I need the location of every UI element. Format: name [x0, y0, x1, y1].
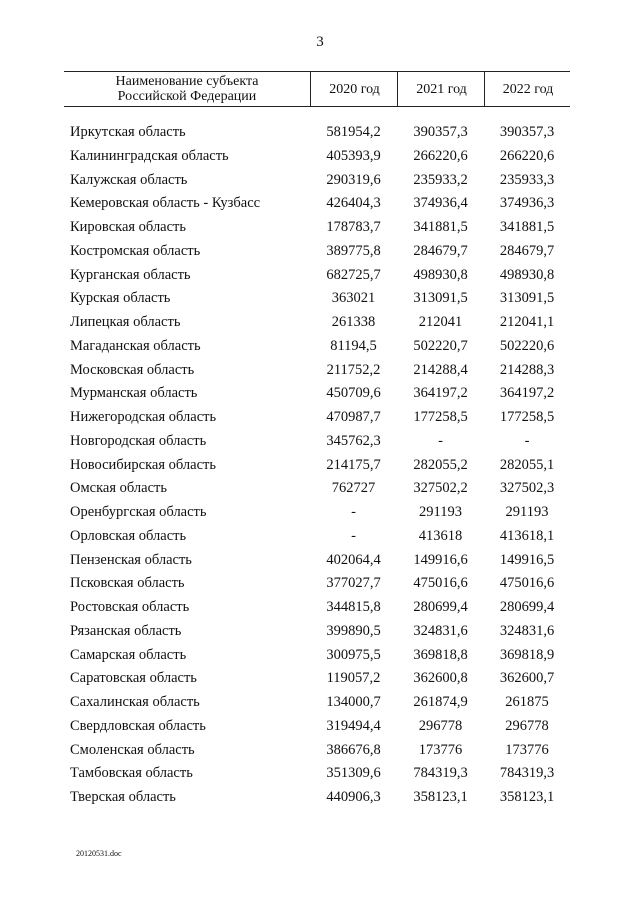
- row-value-2022: 324831,6: [499, 622, 555, 639]
- row-value-2020: 450709,6: [326, 385, 381, 402]
- row-value-2022: 173776: [505, 741, 549, 758]
- row-subject-name: Оренбургская область: [70, 504, 207, 520]
- table-row: [64, 240, 570, 264]
- row-value-2021: 364197,2: [413, 385, 468, 402]
- page-number: 3: [316, 34, 324, 50]
- row-value-2021: 284679,7: [413, 242, 468, 259]
- row-value-2022: 235933,3: [499, 171, 555, 188]
- table-row: [64, 525, 570, 549]
- row-value-2020: 134000,7: [326, 694, 381, 710]
- row-value-2021: 266220,6: [413, 147, 468, 164]
- row-value-2020: -: [351, 504, 356, 520]
- row-value-2021: 149916,6: [413, 551, 468, 568]
- row-subject-name: Костромская область: [70, 242, 201, 259]
- row-value-2022: 280699,4: [499, 599, 555, 615]
- row-subject-name: Новгородская область: [70, 432, 207, 449]
- row-value-2020: 377027,7: [326, 575, 381, 592]
- footer-filename: 20120531.doc: [76, 849, 122, 858]
- row-value-2020: -: [351, 527, 356, 544]
- row-subject-name: Сахалинская область: [70, 694, 200, 710]
- row-subject-name: Самарская область: [70, 646, 187, 663]
- row-value-2020: 214175,7: [326, 456, 381, 473]
- row-subject-name: Пензенская область: [70, 551, 192, 568]
- row-value-2021: 369818,8: [413, 646, 468, 663]
- row-value-2022: 413618,1: [499, 527, 555, 544]
- row-value-2021: 313091,5: [413, 290, 468, 307]
- row-subject-name: Липецкая область: [70, 314, 181, 330]
- row-value-2021: 784319,3: [413, 765, 468, 782]
- row-value-2021: 498930,8: [413, 266, 468, 283]
- row-value-2021: 358123,1: [413, 789, 468, 805]
- table-row: [64, 620, 570, 644]
- row-value-2022: 266220,6: [499, 147, 555, 164]
- row-value-2020: 211752,2: [326, 361, 381, 378]
- table-row: [64, 145, 570, 169]
- table-row: [64, 644, 570, 668]
- row-value-2022: 149916,5: [499, 551, 555, 568]
- table-row: [64, 667, 570, 691]
- row-value-2020: 386676,8: [326, 741, 381, 758]
- table-row: [64, 264, 570, 288]
- table-header: [64, 71, 570, 107]
- table-row: [64, 477, 570, 501]
- row-value-2021: 173776: [418, 741, 463, 758]
- table-row: [64, 501, 570, 525]
- row-value-2022: 358123,1: [499, 789, 555, 805]
- row-value-2022: 502220,6: [499, 337, 555, 354]
- data-table: [64, 71, 570, 805]
- row-value-2020: 345762,3: [326, 432, 381, 449]
- row-value-2022: -: [524, 432, 530, 449]
- row-value-2022: 498930,8: [499, 266, 555, 283]
- row-value-2021: -: [438, 432, 443, 449]
- row-subject-name: Свердловская область: [70, 717, 206, 734]
- header-name-line1: Наименование субъекта: [115, 74, 259, 89]
- row-subject-name: Мурманская область: [70, 385, 198, 402]
- row-value-2021: 282055,2: [413, 456, 468, 473]
- row-value-2020: 402064,4: [326, 551, 381, 568]
- row-subject-name: Рязанская область: [70, 622, 182, 639]
- row-subject-name: Ростовская область: [70, 599, 190, 615]
- row-subject-name: Курская область: [70, 290, 171, 307]
- row-value-2020: 363021: [331, 290, 376, 307]
- table-row: [64, 311, 570, 335]
- row-value-2022: 296778: [505, 717, 549, 734]
- table-row: [64, 359, 570, 383]
- row-value-2022: 313091,5: [499, 290, 555, 307]
- row-subject-name: Кемеровская область - Кузбасс: [70, 195, 261, 212]
- row-value-2022: 362600,7: [499, 670, 555, 687]
- row-value-2020: 178783,7: [326, 219, 381, 235]
- row-subject-name: Новосибирская область: [70, 456, 216, 473]
- row-subject-name: Орловская область: [70, 527, 187, 544]
- row-value-2020: 426404,3: [326, 195, 381, 212]
- table-row: [64, 335, 570, 359]
- row-value-2022: 341881,5: [499, 219, 555, 235]
- row-value-2020: 389775,8: [326, 242, 381, 259]
- row-value-2020: 682725,7: [326, 266, 381, 283]
- header-2020: 2020 год: [310, 72, 398, 106]
- table-row: [64, 739, 570, 763]
- table-row: [64, 691, 570, 715]
- row-subject-name: Тверская область: [70, 789, 176, 805]
- table-row: [64, 454, 570, 478]
- row-value-2021: 362600,8: [413, 670, 468, 687]
- table-row: [64, 169, 570, 193]
- table-row: [64, 216, 570, 240]
- table-row: [64, 786, 570, 810]
- row-value-2021: 235933,2: [413, 171, 468, 188]
- row-value-2022: 177258,5: [499, 409, 555, 425]
- row-value-2022: 291193: [505, 504, 549, 520]
- row-value-2021: 296778: [418, 717, 463, 734]
- row-value-2022: 214288,3: [499, 361, 555, 378]
- row-value-2021: 291193: [419, 504, 462, 520]
- table-row: [64, 287, 570, 311]
- row-value-2022: 327502,3: [499, 480, 555, 497]
- row-value-2021: 177258,5: [413, 409, 468, 425]
- row-value-2020: 344815,8: [326, 599, 381, 615]
- row-value-2021: 413618: [418, 527, 463, 544]
- row-value-2022: 282055,1: [499, 456, 555, 473]
- row-value-2021: 390357,3: [413, 124, 468, 140]
- row-value-2020: 290319,6: [326, 171, 381, 188]
- table-row: [64, 382, 570, 406]
- row-value-2021: 214288,4: [413, 361, 468, 378]
- table-row: [64, 406, 570, 430]
- row-value-2021: 327502,2: [413, 480, 468, 497]
- row-subject-name: Омская область: [70, 480, 167, 497]
- row-value-2020: 351309,6: [326, 765, 381, 782]
- row-value-2021: 475016,6: [413, 575, 468, 592]
- table-row: [64, 192, 570, 216]
- row-value-2020: 261338: [331, 314, 376, 330]
- row-value-2020: 405393,9: [326, 147, 381, 164]
- row-value-2022: 390357,3: [499, 124, 555, 140]
- table-row: [64, 715, 570, 739]
- row-value-2022: 475016,6: [499, 575, 555, 592]
- row-subject-name: Смоленская область: [70, 741, 195, 758]
- header-subject-name: [64, 72, 310, 106]
- row-value-2021: 212041: [418, 314, 463, 330]
- row-value-2022: 364197,2: [499, 385, 555, 402]
- table-row: [64, 762, 570, 786]
- row-value-2020: 81194,5: [330, 337, 377, 354]
- row-value-2021: 280699,4: [413, 599, 468, 615]
- row-value-2022: 784319,3: [499, 765, 555, 782]
- table-row: [64, 430, 570, 454]
- row-subject-name: Кировская область: [70, 219, 187, 235]
- row-subject-name: Курганская область: [70, 266, 191, 283]
- row-value-2022: 284679,7: [499, 242, 555, 259]
- table-row: [64, 549, 570, 573]
- row-value-2021: 502220,7: [413, 337, 468, 354]
- row-value-2020: 581954,2: [326, 124, 381, 140]
- row-subject-name: Калининградская область: [70, 147, 229, 164]
- row-value-2022: 369818,9: [499, 646, 555, 663]
- row-value-2021: 324831,6: [413, 622, 468, 639]
- row-value-2021: 261874,9: [413, 694, 468, 710]
- row-subject-name: Тамбовская область: [70, 765, 193, 782]
- table-row: [64, 121, 570, 145]
- table-body: [64, 121, 570, 810]
- row-value-2020: 440906,3: [326, 789, 381, 805]
- row-value-2020: 119057,2: [326, 670, 381, 687]
- row-subject-name: Нижегородская область: [70, 409, 217, 425]
- row-value-2020: 762727: [331, 480, 376, 497]
- row-subject-name: Псковская область: [70, 575, 185, 592]
- header-2022: 2022 год: [484, 72, 571, 106]
- row-subject-name: Калужская область: [70, 171, 188, 188]
- row-subject-name: Московская область: [70, 361, 195, 378]
- row-value-2021: 374936,4: [413, 195, 468, 212]
- row-value-2022: 212041,1: [499, 314, 555, 330]
- row-subject-name: Иркутская область: [70, 124, 186, 140]
- row-value-2020: 300975,5: [326, 646, 381, 663]
- row-value-2022: 261875: [505, 694, 549, 710]
- row-subject-name: Магаданская область: [70, 337, 201, 354]
- row-value-2020: 470987,7: [326, 409, 381, 425]
- row-subject-name: Саратовская область: [70, 670, 197, 687]
- header-name-line2: Российской Федерации: [117, 89, 257, 104]
- row-value-2022: 374936,3: [499, 195, 555, 212]
- table-row: [64, 596, 570, 620]
- row-value-2020: 319494,4: [326, 717, 381, 734]
- table-row: [64, 572, 570, 596]
- row-value-2021: 341881,5: [413, 219, 468, 235]
- row-value-2020: 399890,5: [326, 622, 381, 639]
- header-2021: 2021 год: [397, 72, 485, 106]
